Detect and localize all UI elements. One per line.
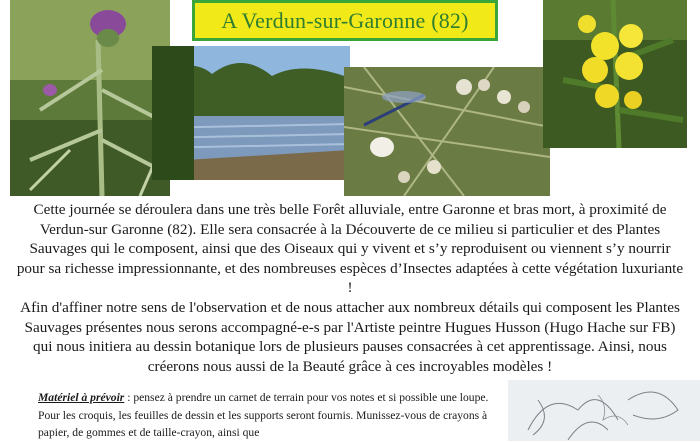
materiel-label: Matériel à prévoir	[38, 391, 125, 404]
title-banner	[192, 0, 498, 41]
page-title: A Verdun-sur-Garonne (82)	[221, 7, 469, 33]
description-paragraph-1: Cette journée se déroulera dans une très belle Forêt alluviale, entre Garonne et bras mort, à proximité de Verdun-sur Garonne (82). Elle sera consacrée à la Découverte de ce milieu si particulier et des Plantes Sauvages qui le composent, ainsi que des Oiseaux qui y vivent et s’y reproduisent ou viennent s’y nourrir pour sa richesse impressionnante, et des nombreuses espèces d’Insectes adaptées à cette végétation luxuriante !	[16, 201, 684, 297]
event-description	[14, 200, 686, 376]
loosestrife-photo	[543, 0, 687, 148]
description-paragraph-2: Afin d'affiner notre sens de l'observation et de nous attacher aux nombreux détails qui composent les Plantes Sauvages présentes nous serons accompagné-e-s par l'Artiste peintre Hugues Husson (Hugo Hache sur FB) qui nous initiera au dessin botanique lors de plusieurs pauses consacrées à cet apprentissage. Ainsi, nous créerons nous aussi de la Beauté grâce à ces incroyables modèles !	[20, 298, 680, 375]
damselfly-photo	[344, 67, 550, 196]
botanical-sketch	[508, 380, 700, 441]
materiel-section	[38, 389, 493, 442]
thistle-photo	[10, 0, 170, 196]
river-photo	[152, 46, 350, 180]
materiel-text: : pensez à prendre un carnet de terrain pour vos notes et si possible une loupe. Pour les croquis, les feuilles de dessin et les supports seront fournis. Munissez-vous de crayons à papier, de gommes et de taille-crayon, ainsi que	[38, 391, 489, 439]
